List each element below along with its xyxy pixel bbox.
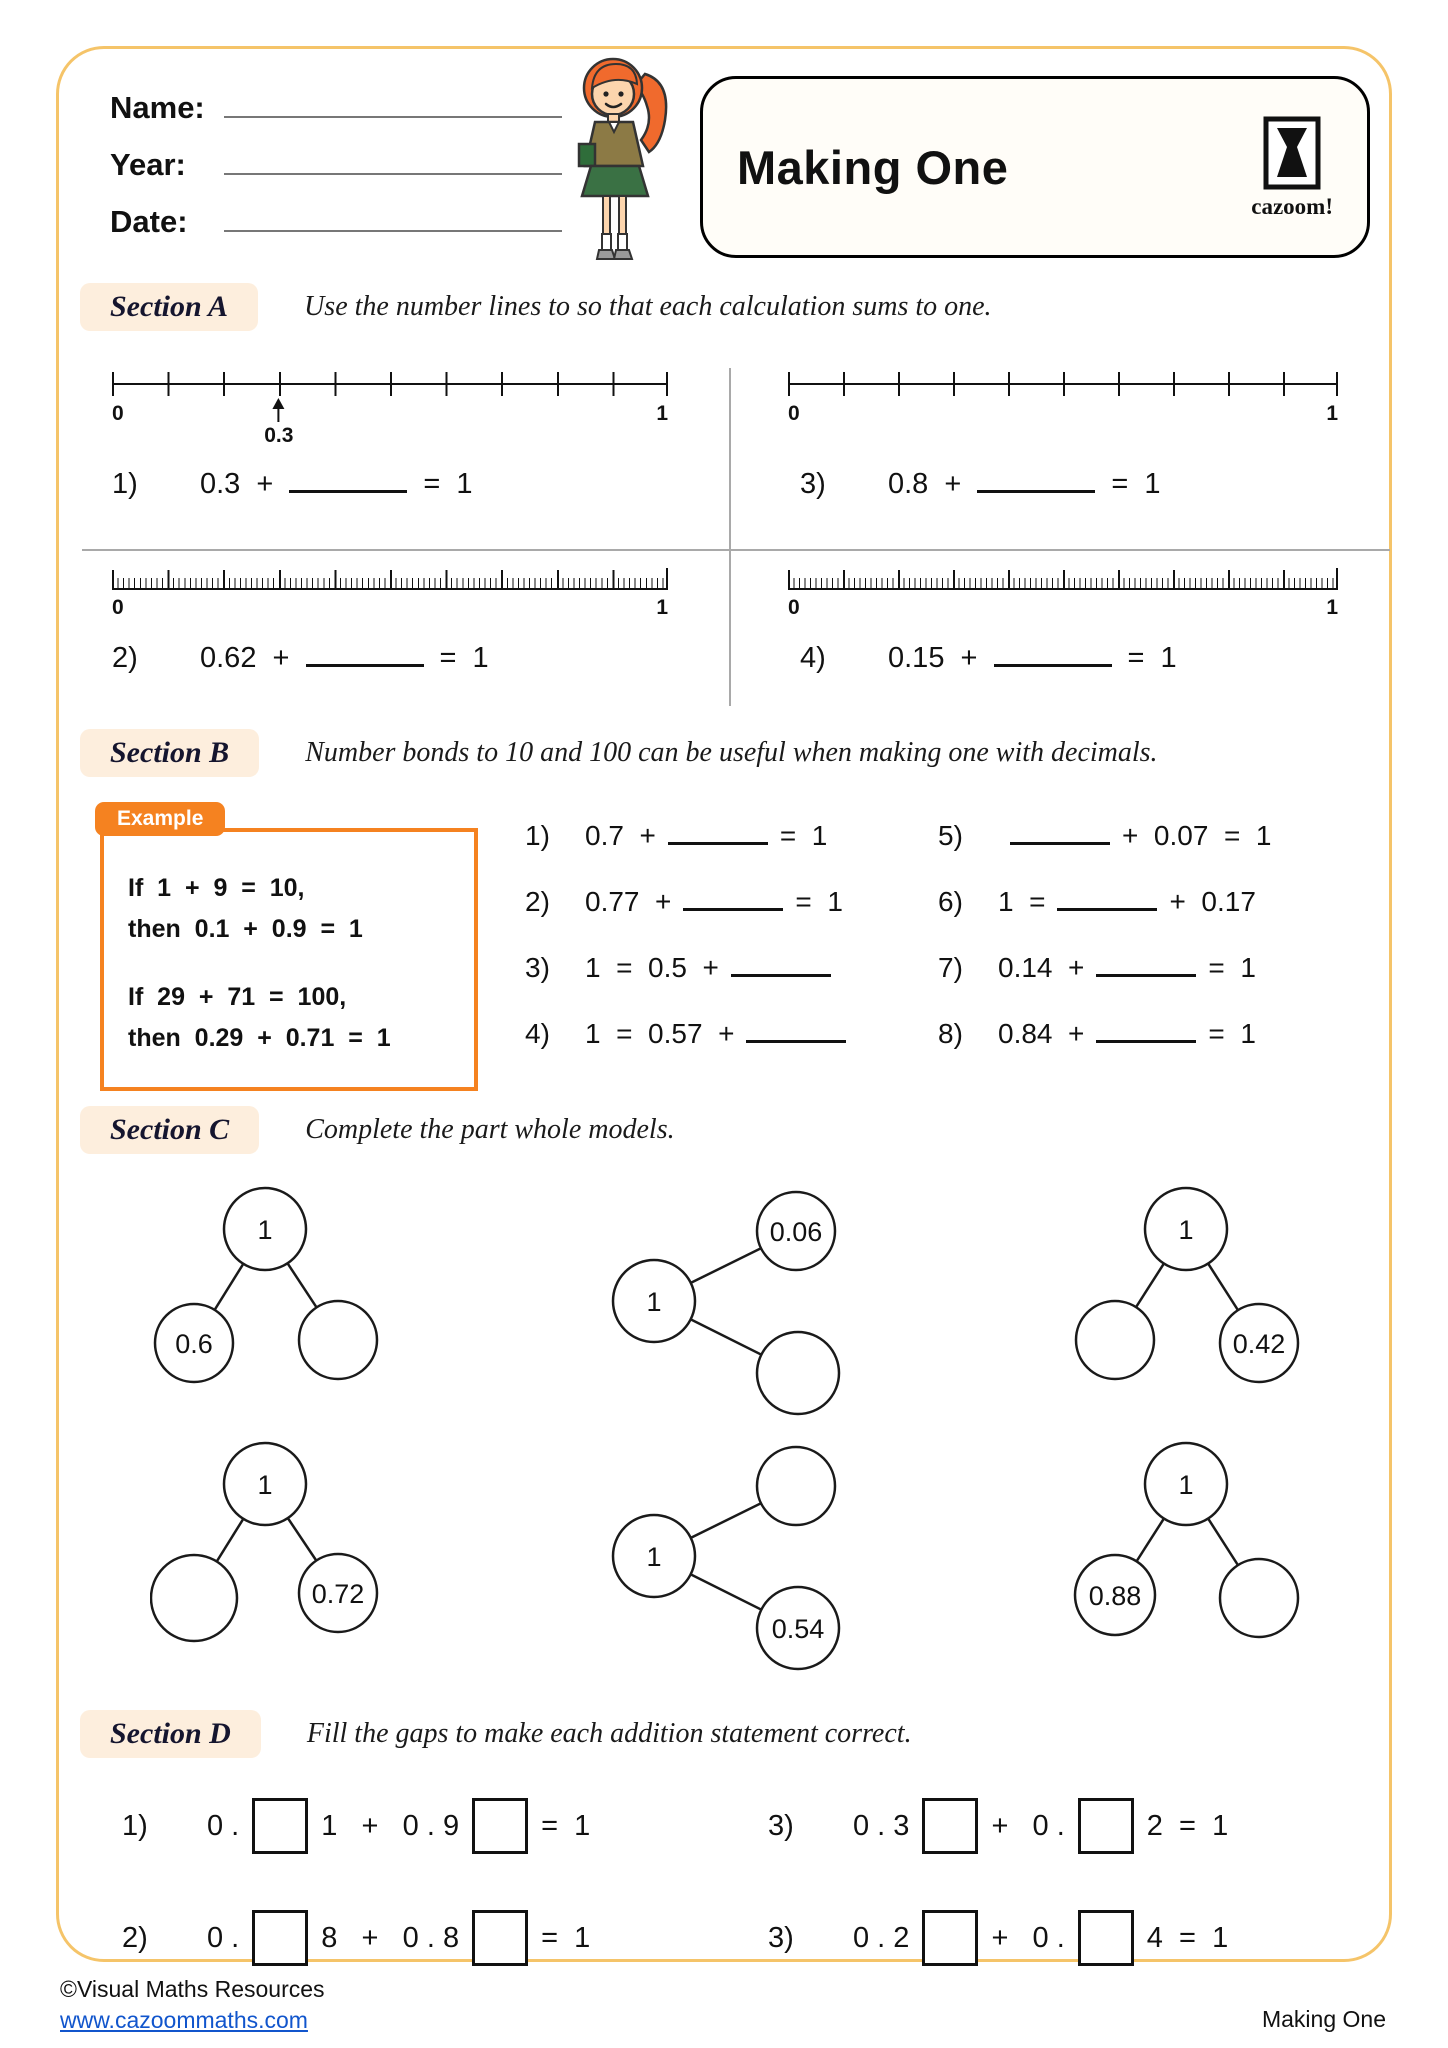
part-whole-model-1	[150, 1183, 380, 1393]
name-row	[110, 82, 562, 139]
answer-box	[922, 1910, 978, 1966]
number-line-track	[112, 568, 668, 590]
section-b-column-2	[938, 820, 1271, 1084]
problem-before: 0.77 +	[585, 886, 672, 917]
number-line-major-ticks	[788, 570, 1338, 588]
problem-number: 4)	[800, 642, 826, 674]
problem-number: 2)	[122, 1921, 148, 1954]
problem-after: + 0.07 = 1	[1122, 820, 1272, 851]
problem-b-8	[938, 1018, 1271, 1084]
number-line-track	[788, 372, 1338, 396]
part-whole-model-4	[150, 1438, 380, 1648]
problem-before: 1 = 0.57 +	[585, 1018, 735, 1049]
arrow-stem	[278, 409, 280, 422]
cazoom-logo	[1251, 115, 1333, 220]
problem-text: + 0 .	[991, 1921, 1065, 1954]
problem-number: 8)	[938, 1018, 963, 1049]
number-line-end-tick	[1336, 372, 1338, 396]
section-c-label: Section C	[80, 1106, 259, 1154]
student-illustration	[553, 46, 683, 276]
section-b-label: Section B	[80, 729, 259, 777]
number-line-labels	[788, 596, 1338, 620]
section-b-instruction: Number bonds to 10 and 100 can be useful when making one with decimals.	[305, 737, 1158, 768]
student-info	[110, 82, 562, 253]
name-write-line	[224, 82, 562, 118]
number-line-ticks	[788, 372, 1338, 396]
problem-text: 0 .	[207, 1921, 240, 1954]
problem-number: 6)	[938, 886, 963, 917]
name-label: Name:	[110, 90, 205, 125]
part-circle	[1220, 1559, 1298, 1637]
part-value: 0.54	[771, 1614, 825, 1644]
problem-b-7	[938, 952, 1271, 1018]
part-whole-row-1	[150, 1183, 1301, 1418]
part-circle	[151, 1555, 237, 1641]
example-content	[100, 828, 478, 1091]
problem-rhs: = 1	[423, 468, 473, 500]
axis-one-label: 1	[656, 402, 668, 425]
footer-left	[60, 1976, 325, 2034]
section-a-label: Section A	[80, 283, 258, 331]
problem-after: = 1	[1208, 952, 1256, 983]
cazoom-logo-text: cazoom!	[1251, 193, 1333, 219]
problem-lhs: 0.62 +	[200, 642, 290, 674]
whole-value: 1	[1178, 1215, 1194, 1245]
whole-value: 1	[257, 1470, 273, 1500]
number-line-end-tick	[666, 372, 668, 396]
answer-box	[472, 1798, 528, 1854]
section-b-column-1	[525, 820, 858, 1084]
problem-b-3	[525, 952, 858, 1018]
problem-text: 1 + 0 . 9	[321, 1809, 460, 1842]
part-circle	[1076, 1301, 1154, 1379]
section-a-instruction: Use the number lines to so that each calculation sums to one.	[304, 291, 992, 322]
value-pointer	[264, 398, 293, 448]
problem-b-1	[525, 820, 858, 886]
problem-a-3	[800, 468, 1161, 501]
answer-blank	[977, 490, 1095, 493]
part-value: 0.42	[1232, 1329, 1286, 1359]
footer-doc-title: Making One	[1261, 2006, 1386, 2032]
part-whole-model-3	[1071, 1183, 1301, 1393]
problem-number: 1)	[122, 1809, 148, 1842]
copyright-text: ©Visual Maths Resources	[60, 1976, 325, 2002]
number-line-end-tick	[1336, 568, 1338, 590]
problem-b-4	[525, 1018, 858, 1084]
problem-after: = 1	[779, 820, 828, 851]
problem-b-6	[938, 886, 1271, 952]
number-line-ticks	[112, 372, 668, 396]
section-d-label: Section D	[80, 1710, 261, 1758]
problem-after: = 1	[1208, 1018, 1256, 1049]
problem-text: 4 = 1	[1146, 1921, 1229, 1954]
axis-one-label: 1	[1326, 402, 1338, 425]
problem-rhs: = 1	[1111, 468, 1161, 500]
part-whole-row-2	[150, 1438, 1301, 1673]
problem-number: 4)	[525, 1018, 550, 1049]
whole-value: 1	[646, 1542, 662, 1572]
title-box	[700, 76, 1370, 258]
part-value: 0.88	[1088, 1581, 1142, 1611]
problem-text: 0 . 3	[853, 1809, 910, 1842]
problem-d-1	[122, 1798, 590, 1854]
whole-value: 1	[1178, 1470, 1194, 1500]
axis-zero-label: 0	[788, 402, 800, 425]
problem-before: 1 =	[998, 886, 1046, 917]
answer-box	[472, 1910, 528, 1966]
example-gap	[128, 950, 450, 977]
section-d-header	[80, 1710, 912, 1758]
problem-text: 8 + 0 . 8	[321, 1921, 460, 1954]
problem-b-2	[525, 886, 858, 952]
answer-box	[252, 1798, 308, 1854]
example-line-2: then 0.1 + 0.9 = 1	[128, 915, 363, 943]
problem-rhs: = 1	[439, 642, 489, 674]
problem-number: 1)	[112, 468, 138, 500]
problem-lhs: 0.8 +	[888, 468, 962, 500]
date-write-line	[224, 196, 562, 232]
section-b-header	[80, 729, 1158, 777]
year-label: Year:	[110, 147, 186, 182]
number-line-labels	[788, 402, 1338, 426]
date-row	[110, 196, 562, 253]
date-label: Date:	[110, 204, 188, 239]
problem-text: = 1	[541, 1921, 591, 1954]
problem-a-4	[800, 642, 1177, 675]
section-a-vertical-divider	[729, 368, 731, 706]
problem-text: = 1	[541, 1809, 591, 1842]
problem-before: 0.14 +	[998, 952, 1085, 983]
number-line-1	[112, 372, 668, 447]
section-a-header	[80, 283, 992, 331]
part-value: 0.06	[769, 1217, 823, 1247]
website-link[interactable]: www.cazoommaths.com	[60, 2007, 308, 2033]
worksheet-title: Making One	[737, 140, 1009, 194]
answer-blank	[1010, 842, 1110, 845]
number-line-3	[112, 568, 668, 620]
section-c-header	[80, 1106, 675, 1154]
problem-b-5	[938, 820, 1271, 886]
number-line-end-tick	[666, 568, 668, 590]
section-c-instruction: Complete the part whole models.	[305, 1114, 675, 1145]
problem-text: 0 .	[207, 1809, 240, 1842]
number-line-base	[788, 588, 1338, 590]
number-line-labels	[112, 596, 668, 620]
answer-blank	[668, 842, 768, 845]
part-circle	[757, 1447, 835, 1525]
example-tab: Example	[95, 802, 225, 836]
axis-zero-label: 0	[788, 596, 800, 619]
pointer-label: 0.3	[264, 424, 294, 447]
problem-after: = 1	[795, 886, 843, 917]
part-whole-model-5	[608, 1438, 843, 1673]
problem-d-4	[768, 1910, 1228, 1966]
problem-number: 2)	[112, 642, 138, 674]
problem-number: 3)	[800, 468, 826, 500]
example-line-3: If 29 + 71 = 100,	[128, 983, 347, 1011]
number-line-track	[112, 372, 668, 396]
axis-zero-label: 0	[112, 596, 124, 619]
number-line-labels	[112, 402, 668, 426]
problem-rhs: = 1	[1127, 642, 1177, 674]
schoolgirl-icon	[553, 46, 683, 271]
number-line-4	[788, 568, 1338, 620]
problem-a-1	[112, 468, 473, 501]
part-value: 0.72	[311, 1579, 365, 1609]
problem-d-3	[768, 1798, 1228, 1854]
number-line-major-ticks	[112, 570, 668, 588]
answer-box	[1078, 1910, 1134, 1966]
axis-one-label: 1	[1326, 596, 1338, 619]
problem-number: 1)	[525, 820, 550, 851]
year-row	[110, 139, 562, 196]
problem-number: 7)	[938, 952, 963, 983]
answer-box	[252, 1910, 308, 1966]
problem-lhs: 0.15 +	[888, 642, 978, 674]
part-whole-model-6	[1071, 1438, 1301, 1648]
answer-box	[1078, 1798, 1134, 1854]
part-value: 0.6	[175, 1329, 213, 1359]
problem-number: 2)	[525, 886, 550, 917]
problem-number: 3)	[768, 1809, 794, 1842]
axis-one-label: 1	[656, 596, 668, 619]
number-line-track	[788, 568, 1338, 590]
number-line-2	[788, 372, 1338, 426]
answer-blank	[994, 664, 1112, 667]
answer-blank	[731, 974, 831, 977]
example-line-4: then 0.29 + 0.71 = 1	[128, 1024, 391, 1052]
problem-d-2	[122, 1910, 590, 1966]
whole-value: 1	[646, 1287, 662, 1317]
axis-zero-label: 0	[112, 402, 124, 425]
part-circle	[299, 1301, 377, 1379]
section-a-horizontal-divider	[82, 549, 1390, 551]
example-line-1: If 1 + 9 = 10,	[128, 874, 305, 902]
answer-blank	[683, 908, 783, 911]
example-box	[100, 807, 478, 1091]
answer-blank	[1096, 1040, 1196, 1043]
problem-before: 0.84 +	[998, 1018, 1085, 1049]
arrow-up-icon	[273, 398, 285, 409]
problem-lhs: 0.3 +	[200, 468, 274, 500]
cazoom-hourglass-icon	[1262, 115, 1322, 191]
problem-number: 3)	[525, 952, 550, 983]
problem-number: 5)	[938, 820, 963, 851]
year-write-line	[224, 139, 562, 175]
whole-value: 1	[257, 1215, 273, 1245]
problem-a-2	[112, 642, 489, 675]
part-whole-model-2	[608, 1183, 843, 1418]
problem-before: 0.7 +	[585, 820, 656, 851]
answer-blank	[1096, 974, 1196, 977]
problem-number: 3)	[768, 1921, 794, 1954]
answer-blank	[306, 664, 424, 667]
answer-blank	[289, 490, 407, 493]
answer-blank	[1057, 908, 1157, 911]
problem-text: + 0 .	[991, 1809, 1065, 1842]
problem-text: 0 . 2	[853, 1921, 910, 1954]
part-circle	[757, 1332, 839, 1414]
answer-box	[922, 1798, 978, 1854]
answer-blank	[746, 1040, 846, 1043]
problem-after: + 0.17	[1169, 886, 1256, 917]
problem-text: 2 = 1	[1146, 1809, 1229, 1842]
section-d-instruction: Fill the gaps to make each addition statement correct.	[306, 1718, 912, 1749]
problem-before: 1 = 0.5 +	[585, 952, 719, 983]
number-line-base	[112, 588, 668, 590]
